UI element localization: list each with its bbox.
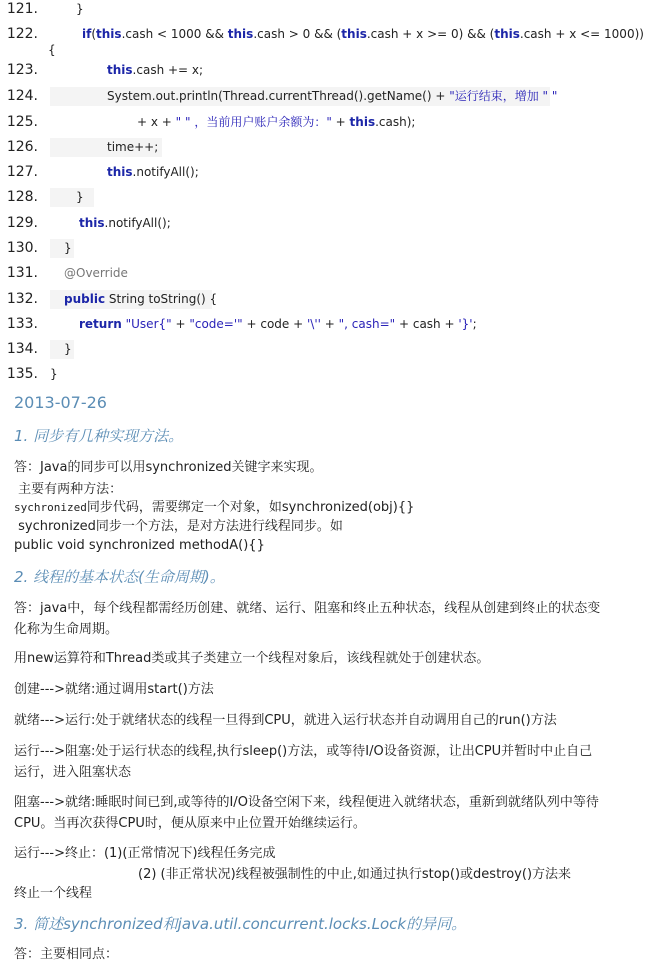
code-annotation: @Override: [64, 266, 128, 280]
code-wrap-brace: {: [48, 43, 56, 57]
code-token: .notifyAll();: [104, 216, 171, 230]
code-line-highlight: [50, 188, 94, 207]
code-line: [0, 312, 648, 337]
code-listing: [0, 0, 648, 385]
line-number: 126.: [6, 139, 38, 155]
code-token: .cash > 0 && (: [253, 27, 342, 41]
code-text: [50, 362, 58, 387]
code-token: }: [76, 2, 84, 16]
code-text: [107, 58, 203, 83]
code-keyword: this: [227, 27, 254, 41]
line-number: 121.: [6, 1, 38, 17]
code-token: }: [64, 342, 72, 356]
code-line: [0, 84, 648, 109]
section3-answer: 答：主要相同点：: [14, 947, 119, 962]
code-string: " " ，当前用户账户余额为：": [175, 115, 332, 129]
code-text: [64, 337, 72, 362]
code-keyword: this: [79, 216, 105, 230]
code-line: [0, 58, 648, 83]
code-token: String toString() {: [105, 292, 218, 306]
code-token: + x +: [137, 115, 176, 129]
code-keyword: if: [82, 27, 92, 41]
post-date: 2013-07-26: [14, 393, 107, 412]
code-text: [79, 211, 171, 236]
section-title-2: 2. 线程的基本状态(生命周期)。: [14, 568, 225, 586]
code-text: [76, 0, 84, 22]
code-keyword: this: [349, 115, 376, 129]
code-string: "User{": [125, 317, 172, 331]
section2-p4: 就绪--->运行:处于就绪状态的线程一旦得到CPU，就进入运行状态并自动调用自己的run()方法: [14, 713, 557, 728]
section2-p3: 创建--->就绪:通过调用start()方法: [14, 682, 214, 697]
line-number: 134.: [6, 341, 38, 357]
code-token: .cash += x;: [132, 63, 204, 77]
line-number: 123.: [6, 62, 38, 78]
code-keyword: this: [107, 63, 133, 77]
code-token: +: [331, 115, 350, 129]
section2-p2: 用new运算符和Thread类或其子类建立一个线程对象后，该线程就处于创建状态。: [14, 651, 490, 666]
section1-line3: sychronized同步一个方法，是对方法进行线程同步。如: [14, 519, 343, 534]
line-number: 131.: [6, 265, 38, 281]
code-line: [0, 160, 648, 185]
code-line: [0, 0, 648, 22]
line-number: 135.: [6, 366, 38, 382]
line-number: 124.: [6, 88, 38, 104]
line-number: 129.: [6, 215, 38, 231]
section1-line1: 主要有两种方法：: [14, 482, 123, 497]
code-line: [0, 337, 648, 362]
code-token: }: [76, 190, 84, 204]
code-token: +: [320, 317, 339, 331]
code-text: [107, 84, 557, 109]
section-title-3: 3. 简述synchronized和java.util.concurrent.locks.Lock的异同。: [14, 915, 467, 933]
code-text: [107, 160, 199, 185]
line-number: 127.: [6, 164, 38, 180]
code-line: [0, 110, 648, 135]
code-token: System.out.println(Thread.currentThread().getName() +: [107, 89, 450, 103]
line-number: 132.: [6, 291, 38, 307]
code-string: ", cash=": [338, 317, 396, 331]
code-keyword: this: [341, 27, 367, 41]
code-token: time++;: [107, 140, 159, 154]
code-line: [0, 135, 648, 160]
code-line: [0, 22, 648, 47]
section2-p7c: 终止一个线程: [14, 886, 93, 901]
line-number: 128.: [6, 189, 38, 205]
code-line: [0, 261, 648, 286]
code-text: [137, 110, 415, 135]
code-keyword: this: [107, 165, 133, 179]
section1-line2-text: 同步代码，需要绑定一个对象，如synchronized(obj){}: [86, 500, 415, 515]
code-token: }: [50, 367, 58, 381]
code-text: [107, 135, 158, 160]
section1-line2: [14, 497, 604, 518]
line-number: 130.: [6, 240, 38, 256]
code-token: + cash +: [395, 317, 459, 331]
code-text: [64, 261, 128, 286]
section1-line4: public void synchronized methodA(){}: [14, 538, 265, 553]
code-token: .cash + x >= 0) && (: [366, 27, 495, 41]
section2-p6: 阻塞--->就绪:睡眠时间已到,或等待的I/O设备空闲下来，线程便进入就绪状态，重新到就绪队列中等待CPU。当再次获得CPU时，便从原来中止位置开始继续运行。: [14, 795, 599, 831]
line-number: 133.: [6, 316, 38, 332]
section2-p5: 运行--->阻塞:处于运行状态的线程,执行sleep()方法，或等待I/O设备资源，让出CPU并暂时中止自己运行，进入阻塞状态: [14, 744, 593, 780]
line-number: 122.: [6, 26, 38, 42]
section-title-1: 1. 同步有几种实现方法。: [14, 427, 184, 445]
code-keyword: return: [79, 317, 122, 331]
code-line: [0, 185, 648, 210]
section1-answer: 答：Java的同步可以用synchronized关键字来实现。: [14, 460, 323, 475]
code-line: [0, 211, 648, 236]
code-line: [0, 236, 648, 261]
code-token: .cash < 1000 &&: [121, 27, 228, 41]
code-token: .cash);: [375, 115, 416, 129]
section2-p1: 答：java中，每个线程都需经历创建、就绪、运行、阻塞和终止五种状态，线程从创建到终止的状态变化称为生命周期。: [14, 601, 601, 637]
code-line: [0, 287, 648, 312]
code-string: '}': [458, 317, 473, 331]
section2-p7b: (2) (非正常状况)线程被强制性的中止,如通过执行stop()或destroy()方法来: [138, 867, 572, 882]
section1-line2-code: sychronized: [14, 501, 87, 514]
code-text: [79, 312, 477, 337]
code-token: +: [171, 317, 190, 331]
code-token: (: [91, 27, 97, 41]
code-string: "code='": [189, 317, 243, 331]
code-text: [76, 185, 84, 210]
code-string: '\'': [307, 317, 321, 331]
code-text: [82, 22, 644, 47]
code-token: ;: [472, 317, 477, 331]
code-string: "运行结束，增加 " ": [449, 89, 558, 103]
code-text: [64, 287, 217, 312]
code-keyword: this: [96, 27, 122, 41]
code-keyword: public: [64, 292, 106, 306]
code-line: [0, 362, 648, 387]
code-token: .notifyAll();: [132, 165, 199, 179]
code-token: }: [64, 241, 72, 255]
code-keyword: this: [494, 27, 520, 41]
code-token: + code +: [242, 317, 307, 331]
code-text: [64, 236, 72, 261]
code-token: .cash + x <= 1000)): [519, 27, 644, 41]
line-number: 125.: [6, 114, 38, 130]
section2-p7a: 运行--->终止：(1)(正常情况下)线程任务完成: [14, 846, 276, 861]
